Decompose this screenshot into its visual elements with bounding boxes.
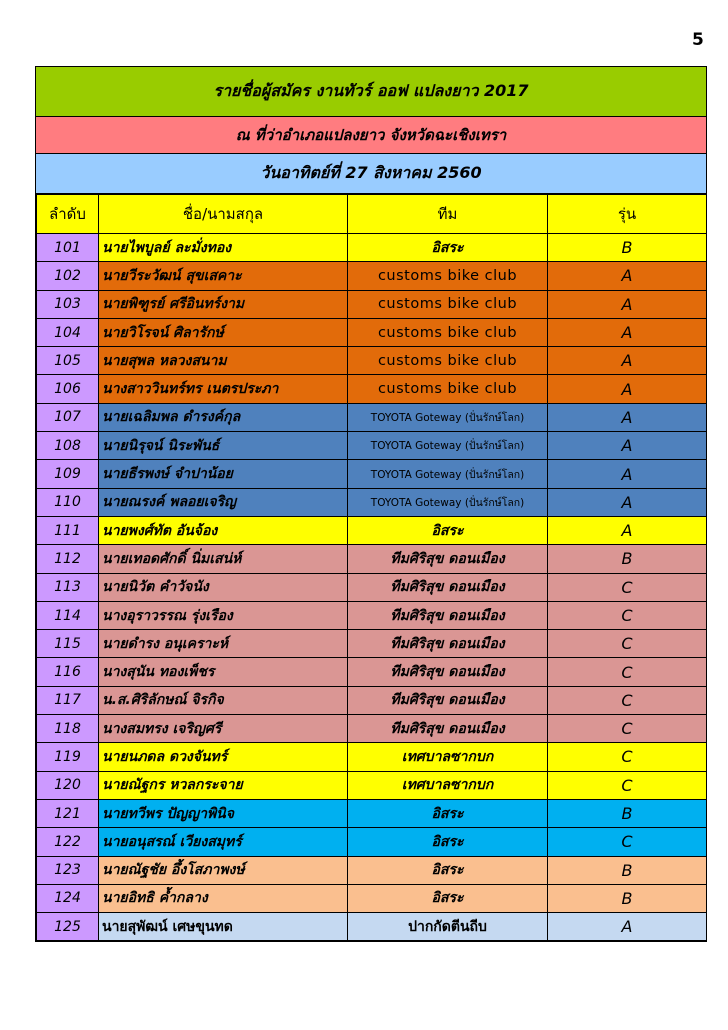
row-generation: A: [548, 318, 707, 346]
row-team: อิสระ: [348, 884, 548, 912]
row-generation: A: [548, 262, 707, 290]
row-number: 120: [37, 771, 99, 799]
row-name: นายวีระวัฒน์ สุขเสคาะ: [99, 262, 348, 290]
row-generation: A: [548, 913, 707, 941]
row-number: 118: [37, 715, 99, 743]
row-team: เทศบาลซากบก: [348, 771, 548, 799]
table-row: [37, 262, 707, 290]
row-number: 108: [37, 432, 99, 460]
row-team: TOYOTA Goteway (ปั่นรักษ์โลก): [348, 460, 548, 488]
header-name: ชื่อ/นามสกุล: [99, 195, 348, 234]
row-team: ทีมศิริสุข ดอนเมือง: [348, 715, 548, 743]
row-team: ทีมศิริสุข ดอนเมือง: [348, 658, 548, 686]
table-row: [37, 743, 707, 771]
row-number: 121: [37, 799, 99, 827]
row-number: 103: [37, 290, 99, 318]
row-number: 113: [37, 573, 99, 601]
row-generation: B: [548, 799, 707, 827]
table-row: [37, 460, 707, 488]
row-name: นายนภดล ดวงจันทร์: [99, 743, 348, 771]
table-row: [37, 573, 707, 601]
row-team: ทีมศิริสุข ดอนเมือง: [348, 630, 548, 658]
row-number: 102: [37, 262, 99, 290]
table-row: [37, 715, 707, 743]
row-number: 119: [37, 743, 99, 771]
table-row: [37, 290, 707, 318]
row-number: 122: [37, 828, 99, 856]
table-row: [37, 375, 707, 403]
row-name: นางอุราวรรณ รุ่งเรือง: [99, 601, 348, 629]
page-number: 5: [692, 30, 704, 50]
row-generation: C: [548, 715, 707, 743]
row-team: ทีมศิริสุข ดอนเมือง: [348, 545, 548, 573]
row-generation: C: [548, 658, 707, 686]
row-name: นายอิทธิ ค้ำกลาง: [99, 884, 348, 912]
row-team: TOYOTA Goteway (ปั่นรักษ์โลก): [348, 403, 548, 431]
row-name: นายณัฐกร หวลกระจาย: [99, 771, 348, 799]
row-generation: A: [548, 347, 707, 375]
table-row: [37, 234, 707, 262]
row-team: customs bike club: [348, 347, 548, 375]
row-number: 107: [37, 403, 99, 431]
row-team: customs bike club: [348, 262, 548, 290]
row-name: นายธีรพงษ์ จำปาน้อย: [99, 460, 348, 488]
row-generation: B: [548, 856, 707, 884]
row-name: นายไพบูลย์ ละมั่งทอง: [99, 234, 348, 262]
table-row: [37, 913, 707, 941]
row-generation: A: [548, 375, 707, 403]
row-generation: C: [548, 601, 707, 629]
row-name: นายเฉลิมพล ดำรงค์กุล: [99, 403, 348, 431]
row-generation: B: [548, 884, 707, 912]
row-number: 105: [37, 347, 99, 375]
table-row: [37, 686, 707, 714]
venue-title: ณ ที่ว่าอำเภอแปลงยาว จังหวัดฉะเชิงเทรา: [36, 117, 706, 154]
row-name: นางสมทรง เจริญศรี: [99, 715, 348, 743]
table-row: [37, 630, 707, 658]
table-row: [37, 403, 707, 431]
row-name: นายสุพัฒน์ เศษขุนทด: [99, 913, 348, 941]
event-title: รายชื่อผู้สมัคร งานทัวร์ ออฟ แปลงยาว 2017: [36, 67, 706, 117]
registration-sheet: [35, 66, 707, 942]
table-row: [37, 856, 707, 884]
row-generation: B: [548, 545, 707, 573]
row-team: customs bike club: [348, 290, 548, 318]
row-number: 101: [37, 234, 99, 262]
table-row: [37, 884, 707, 912]
row-team: อิสระ: [348, 516, 548, 544]
row-number: 125: [37, 913, 99, 941]
row-team: TOYOTA Goteway (ปั่นรักษ์โลก): [348, 432, 548, 460]
row-number: 106: [37, 375, 99, 403]
row-team: TOYOTA Goteway (ปั่นรักษ์โลก): [348, 488, 548, 516]
row-generation: C: [548, 686, 707, 714]
row-generation: C: [548, 573, 707, 601]
table-row: [37, 318, 707, 346]
row-name: นายดำรง อนุเคราะห์: [99, 630, 348, 658]
row-number: 115: [37, 630, 99, 658]
table-row: [37, 771, 707, 799]
date-title: วันอาทิตย์ที่ 27 สิงหาคม 2560: [36, 154, 706, 194]
row-generation: A: [548, 516, 707, 544]
row-generation: B: [548, 234, 707, 262]
row-name: นางสาววินทร์ทร เนตรประภา: [99, 375, 348, 403]
table-row: [37, 799, 707, 827]
row-generation: A: [548, 432, 707, 460]
row-generation: A: [548, 488, 707, 516]
table-header-row: [37, 195, 707, 234]
row-number: 116: [37, 658, 99, 686]
table-row: [37, 545, 707, 573]
table-row: [37, 347, 707, 375]
row-name: นายณัฐชัย อึ้งโสภาพงษ์: [99, 856, 348, 884]
row-generation: A: [548, 460, 707, 488]
row-team: อิสระ: [348, 828, 548, 856]
header-number: ลำดับ: [37, 195, 99, 234]
row-number: 111: [37, 516, 99, 544]
row-generation: A: [548, 290, 707, 318]
row-generation: C: [548, 771, 707, 799]
row-number: 117: [37, 686, 99, 714]
row-name: นายนิวัต คำวัจนัง: [99, 573, 348, 601]
row-team: ทีมศิริสุข ดอนเมือง: [348, 601, 548, 629]
row-team: ทีมศิริสุข ดอนเมือง: [348, 686, 548, 714]
row-team: อิสระ: [348, 234, 548, 262]
row-number: 124: [37, 884, 99, 912]
row-name: นายเทอดศักดิ์ นิ่มเสน่ห์: [99, 545, 348, 573]
row-name: นายนิรุจน์ นิระพันธ์: [99, 432, 348, 460]
row-name: นางสุนัน ทองเพ็ชร: [99, 658, 348, 686]
row-name: นายพิฑูรย์ ศรีอินทร์งาม: [99, 290, 348, 318]
header-team: ทีม: [348, 195, 548, 234]
row-generation: C: [548, 630, 707, 658]
row-generation: C: [548, 743, 707, 771]
row-number: 109: [37, 460, 99, 488]
row-generation: A: [548, 403, 707, 431]
table-row: [37, 658, 707, 686]
row-number: 104: [37, 318, 99, 346]
table-row: [37, 516, 707, 544]
row-team: ทีมศิริสุข ดอนเมือง: [348, 573, 548, 601]
row-name: น.ส.ศิริลักษณ์ จิรกิจ: [99, 686, 348, 714]
header-generation: รุ่น: [548, 195, 707, 234]
row-number: 114: [37, 601, 99, 629]
row-name: นายทวีพร ปัญญาพินิจ: [99, 799, 348, 827]
table-row: [37, 828, 707, 856]
row-name: นายอนุสรณ์ เวียงสมุทร์: [99, 828, 348, 856]
row-team: ปากกัดตีนถีบ: [348, 913, 548, 941]
participants-table: [36, 194, 707, 941]
row-name: นายวิโรจน์ ศิลารักษ์: [99, 318, 348, 346]
row-team: เทศบาลซากบก: [348, 743, 548, 771]
table-row: [37, 601, 707, 629]
row-team: อิสระ: [348, 856, 548, 884]
row-team: อิสระ: [348, 799, 548, 827]
row-name: นายพงศ์ทัต อันจ้อง: [99, 516, 348, 544]
row-name: นายสุพล หลวงสนาม: [99, 347, 348, 375]
table-row: [37, 432, 707, 460]
row-team: customs bike club: [348, 318, 548, 346]
row-number: 123: [37, 856, 99, 884]
row-generation: C: [548, 828, 707, 856]
row-number: 112: [37, 545, 99, 573]
row-number: 110: [37, 488, 99, 516]
row-name: นายณรงค์ พลอยเจริญ: [99, 488, 348, 516]
row-team: customs bike club: [348, 375, 548, 403]
table-row: [37, 488, 707, 516]
